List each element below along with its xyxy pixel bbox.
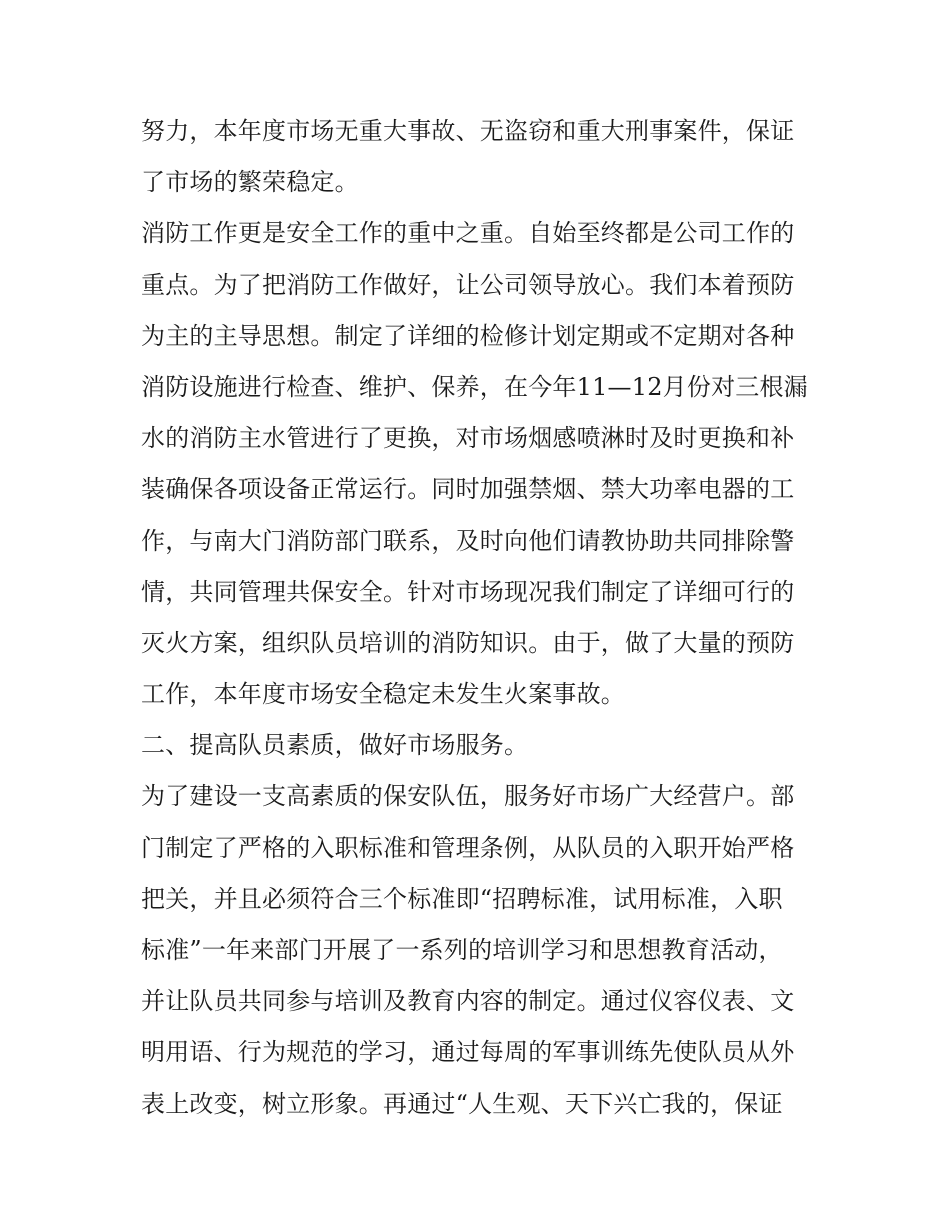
text-line: 为主的主导思想。制定了详细的检修计划定期或不定期对各种 — [141, 321, 795, 350]
text-line: 装确保各项设备正常运行。同时加强禁烟、禁大功率电器的工 — [141, 475, 795, 504]
text-line: 作，与南大门消防部门联系，及时向他们请教协助共同排除警 — [141, 526, 795, 555]
text-line: 重点。为了把消防工作做好，让公司领导放心。我们本着预防 — [141, 270, 795, 299]
text-line: 为了建设一支高素质的保安队伍，服务好市场广大经营户。部 — [141, 782, 795, 811]
text-line: 把关，并且必须符合三个标准即“招聘标准，试用标准，入职 — [141, 884, 783, 913]
text-line: 消防设施进行检查、维护、保养，在今年11—12月份对三根漏 — [141, 372, 808, 401]
text-line: 并让队员共同参与培训及教育内容的制定。通过仪容仪表、文 — [141, 987, 795, 1016]
text-line: 标准”一年来部门开展了一系列的培训学习和思想教育活动， — [141, 936, 783, 964]
text-line: 表上改变，树立形象。再通过“人生观、天下兴亡我的，保证 — [141, 1089, 783, 1118]
text-line: 工作，本年度市场安全稳定未发生火案事故。 — [141, 680, 625, 709]
text-line: 门制定了严格的入职标准和管理条例，从队员的入职开始严格 — [141, 833, 795, 862]
body-text — [141, 106, 821, 1130]
text-line: 了市场的繁荣稳定。 — [141, 168, 359, 197]
text-line: 消防工作更是安全工作的重中之重。自始至终都是公司工作的 — [141, 219, 795, 248]
section-heading: 二、提高队员素质，做好市场服务。 — [141, 731, 529, 760]
text-line: 灭火方案，组织队员培训的消防知识。由于，做了大量的预防 — [141, 628, 795, 657]
text-line: 努力，本年度市场无重大事故、无盗窃和重大刑事案件，保证 — [141, 117, 795, 145]
text-line: 明用语、行为规范的学习，通过每周的军事训练先使队员从外 — [141, 1038, 795, 1067]
text-line: 水的消防主水管进行了更换，对市场烟感喷淋时及时更换和补 — [141, 424, 795, 453]
text-line: 情，共同管理共保安全。针对市场现况我们制定了详细可行的 — [141, 577, 795, 606]
